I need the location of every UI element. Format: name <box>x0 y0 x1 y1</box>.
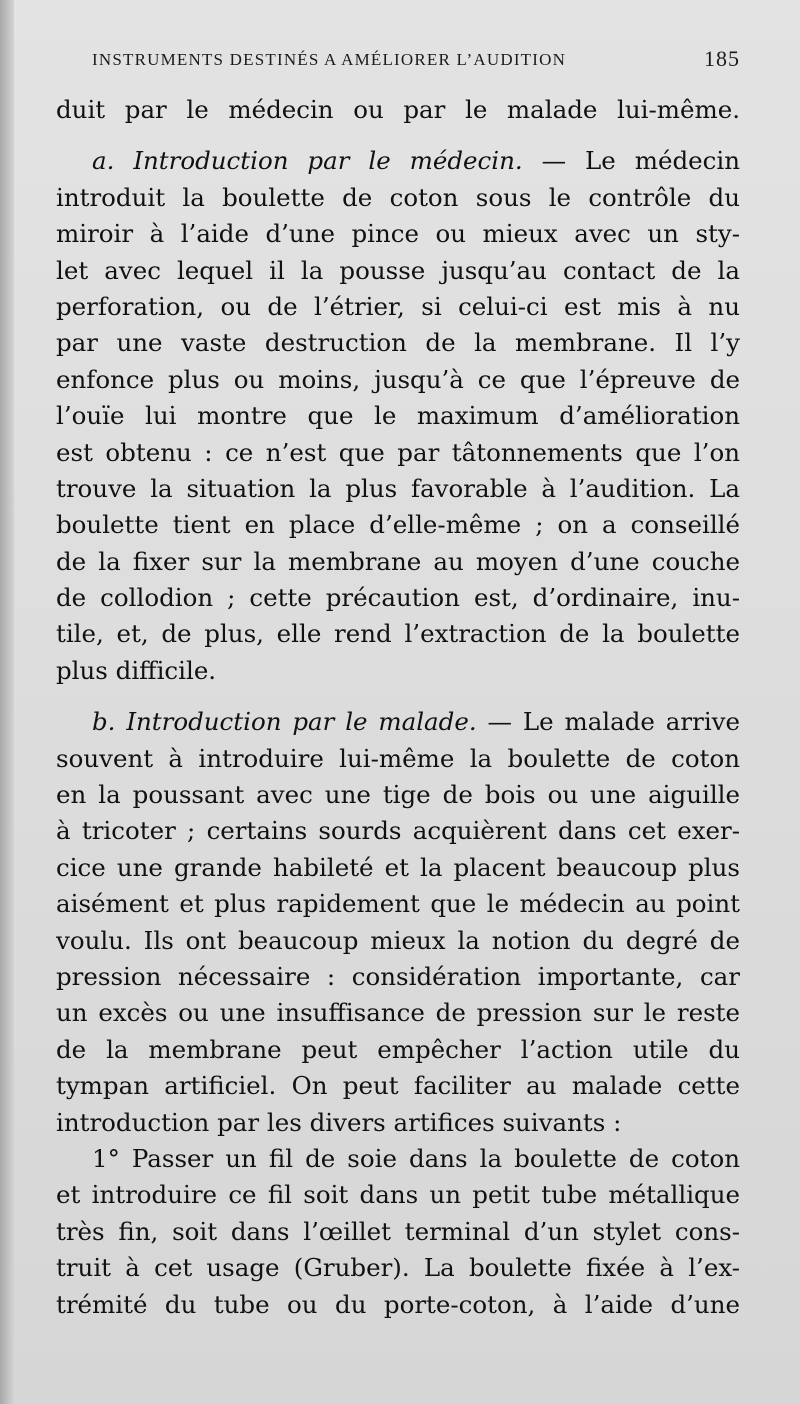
text-line: tile, et, de plus, elle rend l’extraction de la boulette <box>56 619 740 649</box>
text-span: — Le malade arrive <box>476 707 740 737</box>
text-line: et introduire ce fil soit dans un petit tube métallique <box>56 1180 740 1210</box>
text-line: de la fixer sur la membrane au moyen d’une couche <box>56 546 740 576</box>
text-line: est obtenu : ce n’est que par tâtonnements que l’on <box>56 437 740 467</box>
text-line: à tricoter ; certains sourds acquièrent dans cet exer- <box>56 816 740 846</box>
text-line <box>56 143 740 179</box>
text-line: enfonce plus ou moins, jusqu’à ce que l’épreuve de <box>56 364 740 394</box>
text-line: plus difficile. <box>56 655 217 685</box>
text-line: trémité du tube ou du porte-coton, à l’aide d’une <box>56 1289 740 1319</box>
text-line: miroir à l’aide d’une pince ou mieux avec un sty- <box>56 219 740 249</box>
text-line: très fin, soit dans l’œillet terminal d’un stylet cons- <box>56 1216 740 1246</box>
text-line: tympan artificiel. On peut faciliter au malade cette <box>56 1071 740 1101</box>
text-line: en la poussant avec une tige de bois ou une aiguille <box>56 780 740 810</box>
text-line: let avec lequel il la pousse jusqu’au contact de la <box>56 255 740 285</box>
running-title: INSTRUMENTS DESTINÉS A AMÉLIORER L’AUDITION <box>92 50 567 69</box>
text-line: souvent à introduire lui-même la boulette de coton <box>56 743 740 773</box>
text-line <box>56 704 740 740</box>
text-line: un excès ou une insuffisance de pression sur le reste <box>56 998 740 1028</box>
text-line: introduction par les divers artifices suivants : <box>56 1107 622 1137</box>
text-line: pression nécessaire : considération importante, car <box>56 961 740 991</box>
section-heading-a: a. Introduction par le médecin. <box>92 146 523 176</box>
body-text <box>56 92 740 1323</box>
text-line: duit par le médecin ou par le malade lui-même. <box>56 95 740 124</box>
text-line: de collodion ; cette précaution est, d’ordinaire, inu- <box>56 583 740 613</box>
text-line: trouve la situation la plus favorable à l’audition. La <box>56 473 740 503</box>
page-header <box>92 44 740 76</box>
page-number: 185 <box>704 46 740 71</box>
text-line: voulu. Ils ont beaucoup mieux la notion du degré de <box>56 925 740 955</box>
text-line: par une vaste destruction de la membrane. Il l’y <box>56 328 740 358</box>
text-line: perforation, ou de l’étrier, si celui-ci est mis à nu <box>56 291 740 321</box>
text-line: introduit la boulette de coton sous le contrôle du <box>56 182 740 212</box>
page-gutter-shadow <box>0 0 14 1404</box>
text-span: — Le médecin <box>522 146 740 176</box>
text-line: boulette tient en place d’elle-même ; on a conseillé <box>56 510 740 540</box>
section-heading-b: b. Introduction par le malade. <box>92 707 477 737</box>
text-line: l’ouïe lui montre que le maximum d’amélioration <box>56 401 740 431</box>
text-line: 1° Passer un fil de soie dans la boulette de coton <box>92 1143 740 1173</box>
text-line: de la membrane peut empêcher l’action utile du <box>56 1034 740 1064</box>
text-line: cice une grande habileté et la placent beaucoup plus <box>56 852 740 882</box>
text-line: truit à cet usage (Gruber). La boulette fixée à l’ex- <box>56 1253 740 1283</box>
text-line: aisément et plus rapidement que le médecin au point <box>56 889 740 919</box>
